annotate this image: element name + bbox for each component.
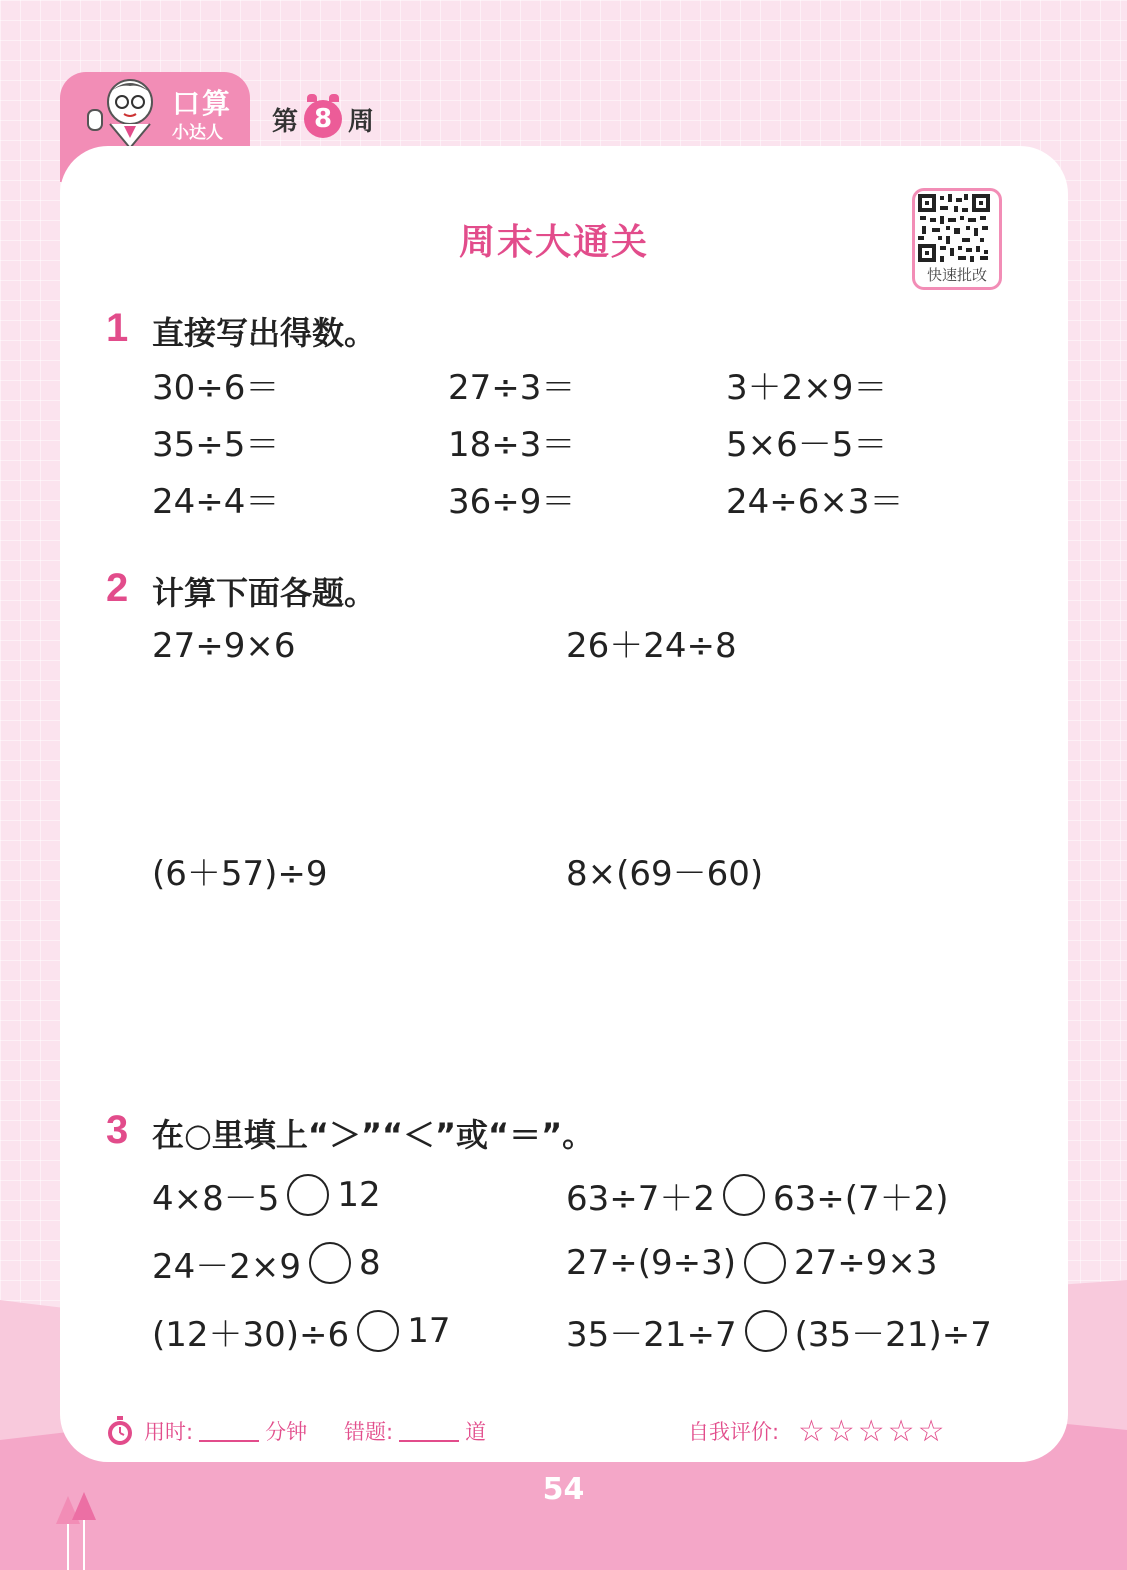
time-field <box>144 1416 307 1446</box>
comparison-left: 27÷(9÷3) <box>566 1243 737 1283</box>
oral-problem: 36÷9＝ <box>448 482 576 522</box>
mascot-icon <box>80 72 166 148</box>
comparison-item <box>152 1306 450 1356</box>
comparison-right: 27÷9×3 <box>794 1243 938 1283</box>
oral-problem: 35÷5＝ <box>152 425 280 465</box>
week-prefix: 第 <box>272 106 299 137</box>
errors-field <box>344 1416 486 1446</box>
comparison-right: 8 <box>359 1243 381 1283</box>
comparison-left: 63÷7＋2 <box>566 1178 716 1219</box>
comparison-left: (12＋30)÷6 <box>152 1314 350 1355</box>
page-title: 周末大通关 <box>458 222 649 263</box>
page-number: 54 <box>542 1472 585 1507</box>
calc-problem: (6＋57)÷9 <box>152 854 328 894</box>
comparison-item <box>566 1238 938 1288</box>
answer-circle[interactable] <box>744 1242 786 1284</box>
comparison-left: 35－21÷7 <box>566 1314 737 1355</box>
comparison-item <box>566 1170 949 1220</box>
tab-title: 口算 <box>172 87 233 120</box>
time-unit: 分钟 <box>265 1420 308 1444</box>
errors-unit: 道 <box>465 1420 487 1444</box>
time-label: 用时: <box>144 1420 194 1444</box>
time-input-line[interactable] <box>199 1420 259 1442</box>
calc-problem: 27÷9×6 <box>152 626 296 666</box>
qr-code-icon[interactable] <box>918 194 990 262</box>
answer-circle[interactable] <box>309 1242 351 1284</box>
comparison-left: 4×8－5 <box>152 1178 280 1219</box>
qr-label: 快速批改 <box>926 266 987 284</box>
tree-decoration-icon <box>54 1490 100 1570</box>
oral-problem: 3＋2×9＝ <box>726 368 888 408</box>
tab-subtitle: 小达人 <box>172 123 223 143</box>
oral-problem: 5×6－5＝ <box>726 425 888 465</box>
oral-problem: 24÷6×3＝ <box>726 482 904 522</box>
comparison-right: 17 <box>407 1311 451 1351</box>
answer-circle[interactable] <box>287 1174 329 1216</box>
oral-problem: 24÷4＝ <box>152 482 280 522</box>
oral-problem: 18÷3＝ <box>448 425 576 465</box>
stopwatch-icon <box>106 1416 134 1446</box>
comparison-item <box>152 1170 381 1220</box>
comparison-right: 12 <box>337 1175 381 1215</box>
comparison-right: 63÷(7＋2) <box>773 1178 949 1219</box>
calc-problem: 8×(69－60) <box>566 854 764 894</box>
section-2-title: 计算下面各题。 <box>152 574 377 612</box>
oral-problem: 30÷6＝ <box>152 368 280 408</box>
answer-circle[interactable] <box>745 1310 787 1352</box>
section-1-number: 1 <box>106 306 129 350</box>
comparison-right: (35－21)÷7 <box>794 1314 992 1355</box>
comparison-item <box>152 1238 381 1288</box>
week-indicator <box>272 100 374 138</box>
errors-input-line[interactable] <box>399 1420 459 1442</box>
comparison-left: 24－2×9 <box>152 1246 302 1287</box>
section-3-number: 3 <box>106 1108 129 1152</box>
section-2-number: 2 <box>106 566 129 610</box>
errors-label: 错题: <box>344 1420 394 1444</box>
answer-circle[interactable] <box>357 1310 399 1352</box>
section-3-title: 在○里填上“＞”“＜”或“＝”。 <box>152 1116 595 1154</box>
answer-circle[interactable] <box>723 1174 765 1216</box>
week-suffix: 周 <box>348 106 375 137</box>
oral-problem: 27÷3＝ <box>448 368 576 408</box>
week-number-badge: 8 <box>304 100 342 138</box>
calc-problem: 26＋24÷8 <box>566 626 737 666</box>
rating-stars[interactable]: ☆☆☆☆☆ <box>798 1414 948 1449</box>
section-1-title: 直接写出得数。 <box>152 314 377 352</box>
self-rating-label: 自我评价: <box>688 1420 780 1444</box>
comparison-item <box>566 1306 992 1356</box>
